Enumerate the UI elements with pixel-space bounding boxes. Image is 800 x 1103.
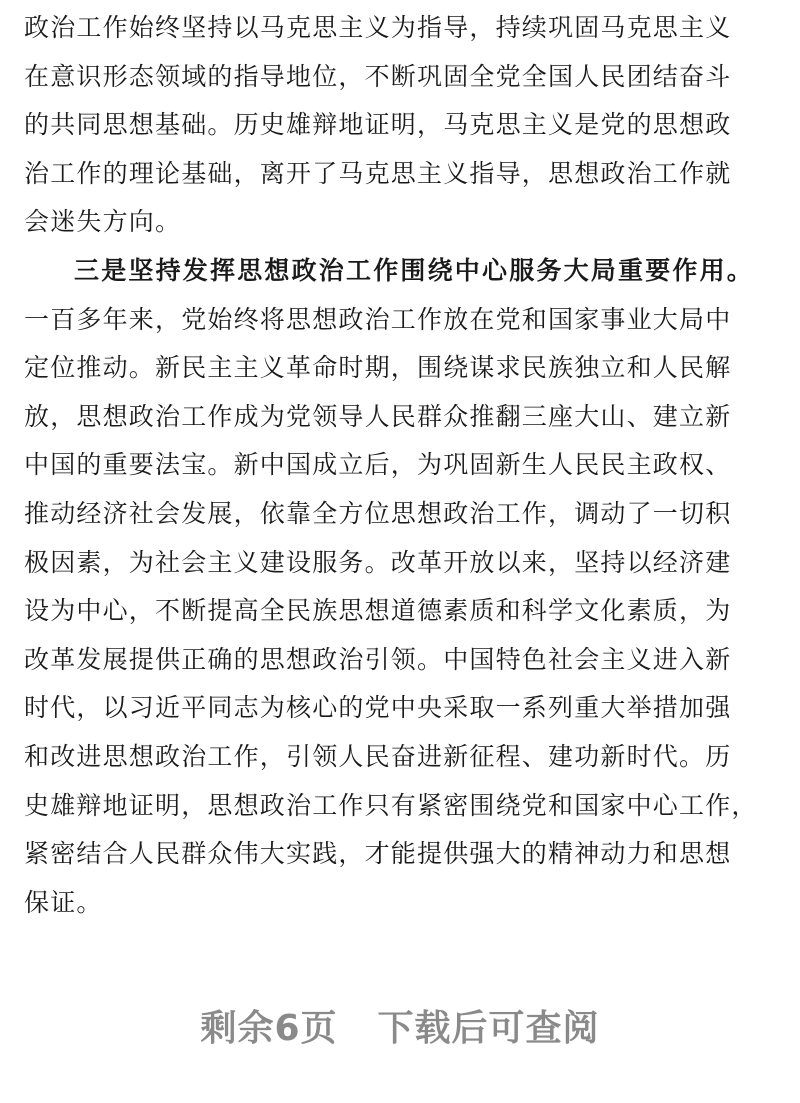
paragraph-line: 史雄辩地证明，思想政治工作只有紧密围绕党和国家中心工作， bbox=[24, 790, 758, 820]
paragraph-line: 保证。 bbox=[24, 887, 103, 917]
section-heading: 三是坚持发挥思想政治工作围绕中心服务大局重要作用。 bbox=[74, 255, 755, 285]
paragraph-line: 时代，以习近平同志为核心的党中央采取一系列重大举措加强 bbox=[24, 693, 732, 723]
paragraph-line: 极因素，为社会主义建设服务。改革开放以来，坚持以经济建 bbox=[24, 547, 732, 577]
paragraph-line: 中国的重要法宝。新中国成立后，为巩固新生人民民主政权、 bbox=[24, 450, 732, 480]
paragraph-line: 放，思想政治工作成为党领导人民群众推翻三座大山、建立新 bbox=[24, 401, 732, 431]
download-to-view-label: 下载后可查阅 bbox=[377, 1008, 600, 1049]
paragraph-line: 推动经济社会发展，依靠全方位思想政治工作，调动了一切积 bbox=[24, 498, 732, 528]
paragraph-line: 定位推动。新民主主义革命时期，围绕谋求民族独立和人民解 bbox=[24, 353, 732, 383]
paragraph-line: 改革发展提供正确的思想政治引领。中国特色社会主义进入新 bbox=[24, 644, 732, 674]
paragraph-line: 治工作的理论基础，离开了马克思主义指导，思想政治工作就 bbox=[24, 158, 732, 188]
paragraph-line: 的共同思想基础。历史雄辩地证明，马克思主义是党的思想政 bbox=[24, 110, 732, 140]
paragraph-line: 和改进思想政治工作，引领人民奋进新征程、建功新时代。历 bbox=[24, 741, 732, 771]
remaining-pages-label: 剩余6页 bbox=[200, 1008, 338, 1049]
download-prompt-banner[interactable] bbox=[0, 1000, 800, 1051]
paragraph-line: 设为中心，不断提高全民族思想道德素质和科学文化素质，为 bbox=[24, 596, 732, 626]
paragraph-line: 在意识形态领域的指导地位，不断巩固全党全国人民团结奋斗 bbox=[24, 61, 732, 91]
paragraph-line: 一百多年来，党始终将思想政治工作放在党和国家事业大局中 bbox=[24, 304, 732, 334]
paragraph-line: 政治工作始终坚持以马克思主义为指导，持续巩固马克思主义 bbox=[24, 13, 732, 42]
paragraph-line: 紧密结合人民群众伟大实践，才能提供强大的精神动力和思想 bbox=[24, 839, 732, 869]
document-body bbox=[24, 4, 776, 927]
paragraph-line: 会迷失方向。 bbox=[24, 207, 182, 237]
